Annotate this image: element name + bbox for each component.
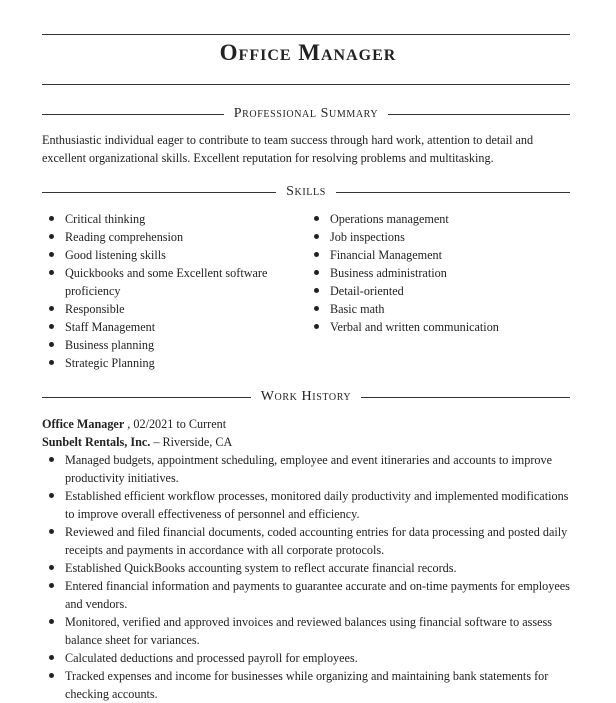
summary-heading-label: Professional Summary xyxy=(233,106,379,121)
duty-item: Calculated deductions and processed payroll for employees. xyxy=(42,649,570,667)
duty-item: Established efficient workflow processes, monitored daily productivity and implemented modifications to improve overall effectiveness of personnel and efficiency. xyxy=(42,487,570,523)
skill-item: Reading comprehension xyxy=(42,228,287,246)
heading-rule-right xyxy=(361,397,570,398)
duty-item: Tracked expenses and income for businesses while organizing and maintaining bank statements for checking accounts. xyxy=(42,667,570,703)
heading-rule-right xyxy=(336,192,570,193)
job-company-line xyxy=(42,433,570,451)
job-duties xyxy=(42,451,570,703)
skill-item: Basic math xyxy=(307,300,567,318)
skill-item: Verbal and written communication xyxy=(307,318,567,336)
heading-rule-left xyxy=(42,397,251,398)
job-location: – Riverside, CA xyxy=(150,435,233,449)
job-company: Sunbelt Rentals, Inc. xyxy=(42,435,151,449)
job-title: Office Manager xyxy=(42,417,125,431)
job-title-line xyxy=(42,415,570,433)
heading-rule-left xyxy=(42,192,276,193)
work-heading-label: Work History xyxy=(260,389,352,404)
resume-title: Office Manager xyxy=(219,40,397,65)
skill-item: Business planning xyxy=(42,336,287,354)
work-heading xyxy=(42,389,570,405)
skill-item: Operations management xyxy=(307,210,567,228)
heading-rule-right xyxy=(388,114,570,115)
duty-item: Managed budgets, appointment scheduling, employee and event itineraries and accounts to improve productivity initiatives. xyxy=(42,451,570,487)
duty-item: Monitored, verified and approved invoices and reviewed balances using financial software to assess balance sheet for variances. xyxy=(42,613,570,649)
duty-item: Reviewed and filed financial documents, coded accounting entries for data processing and posted daily receipts and payments in accordance with all corporate protocols. xyxy=(42,523,570,559)
skill-item: Good listening skills xyxy=(42,246,287,264)
skill-item: Staff Management xyxy=(42,318,287,336)
heading-rule-left xyxy=(42,114,224,115)
skills-heading-label: Skills xyxy=(286,184,326,199)
skill-item: Detail-oriented xyxy=(307,282,567,300)
skill-item: Quickbooks and some Excellent software proficiency xyxy=(42,264,287,300)
skill-item: Critical thinking xyxy=(42,210,287,228)
duty-item: Established QuickBooks accounting system to reflect accurate financial records. xyxy=(42,559,570,577)
summary-text: Enthusiastic individual eager to contribute to team success through hard work, attention to detail and excellent organizational skills. Excellent reputation for resolving problems and multitasking. xyxy=(42,133,534,165)
skill-item: Responsible xyxy=(42,300,287,318)
skills-list-right xyxy=(307,210,567,336)
duty-item: Entered financial information and payments to guarantee accurate and on-time payments for employees and vendors. xyxy=(42,577,570,613)
skill-item: Strategic Planning xyxy=(42,354,287,372)
skill-item: Financial Management xyxy=(307,246,567,264)
skill-item: Business administration xyxy=(307,264,567,282)
skills-list-left xyxy=(42,210,287,372)
skill-item: Job inspections xyxy=(307,228,567,246)
top-divider xyxy=(42,34,570,35)
title-divider xyxy=(42,84,570,85)
job-dates: , 02/2021 to Current xyxy=(124,417,227,431)
skills-heading xyxy=(42,184,570,200)
summary-heading xyxy=(42,106,570,122)
